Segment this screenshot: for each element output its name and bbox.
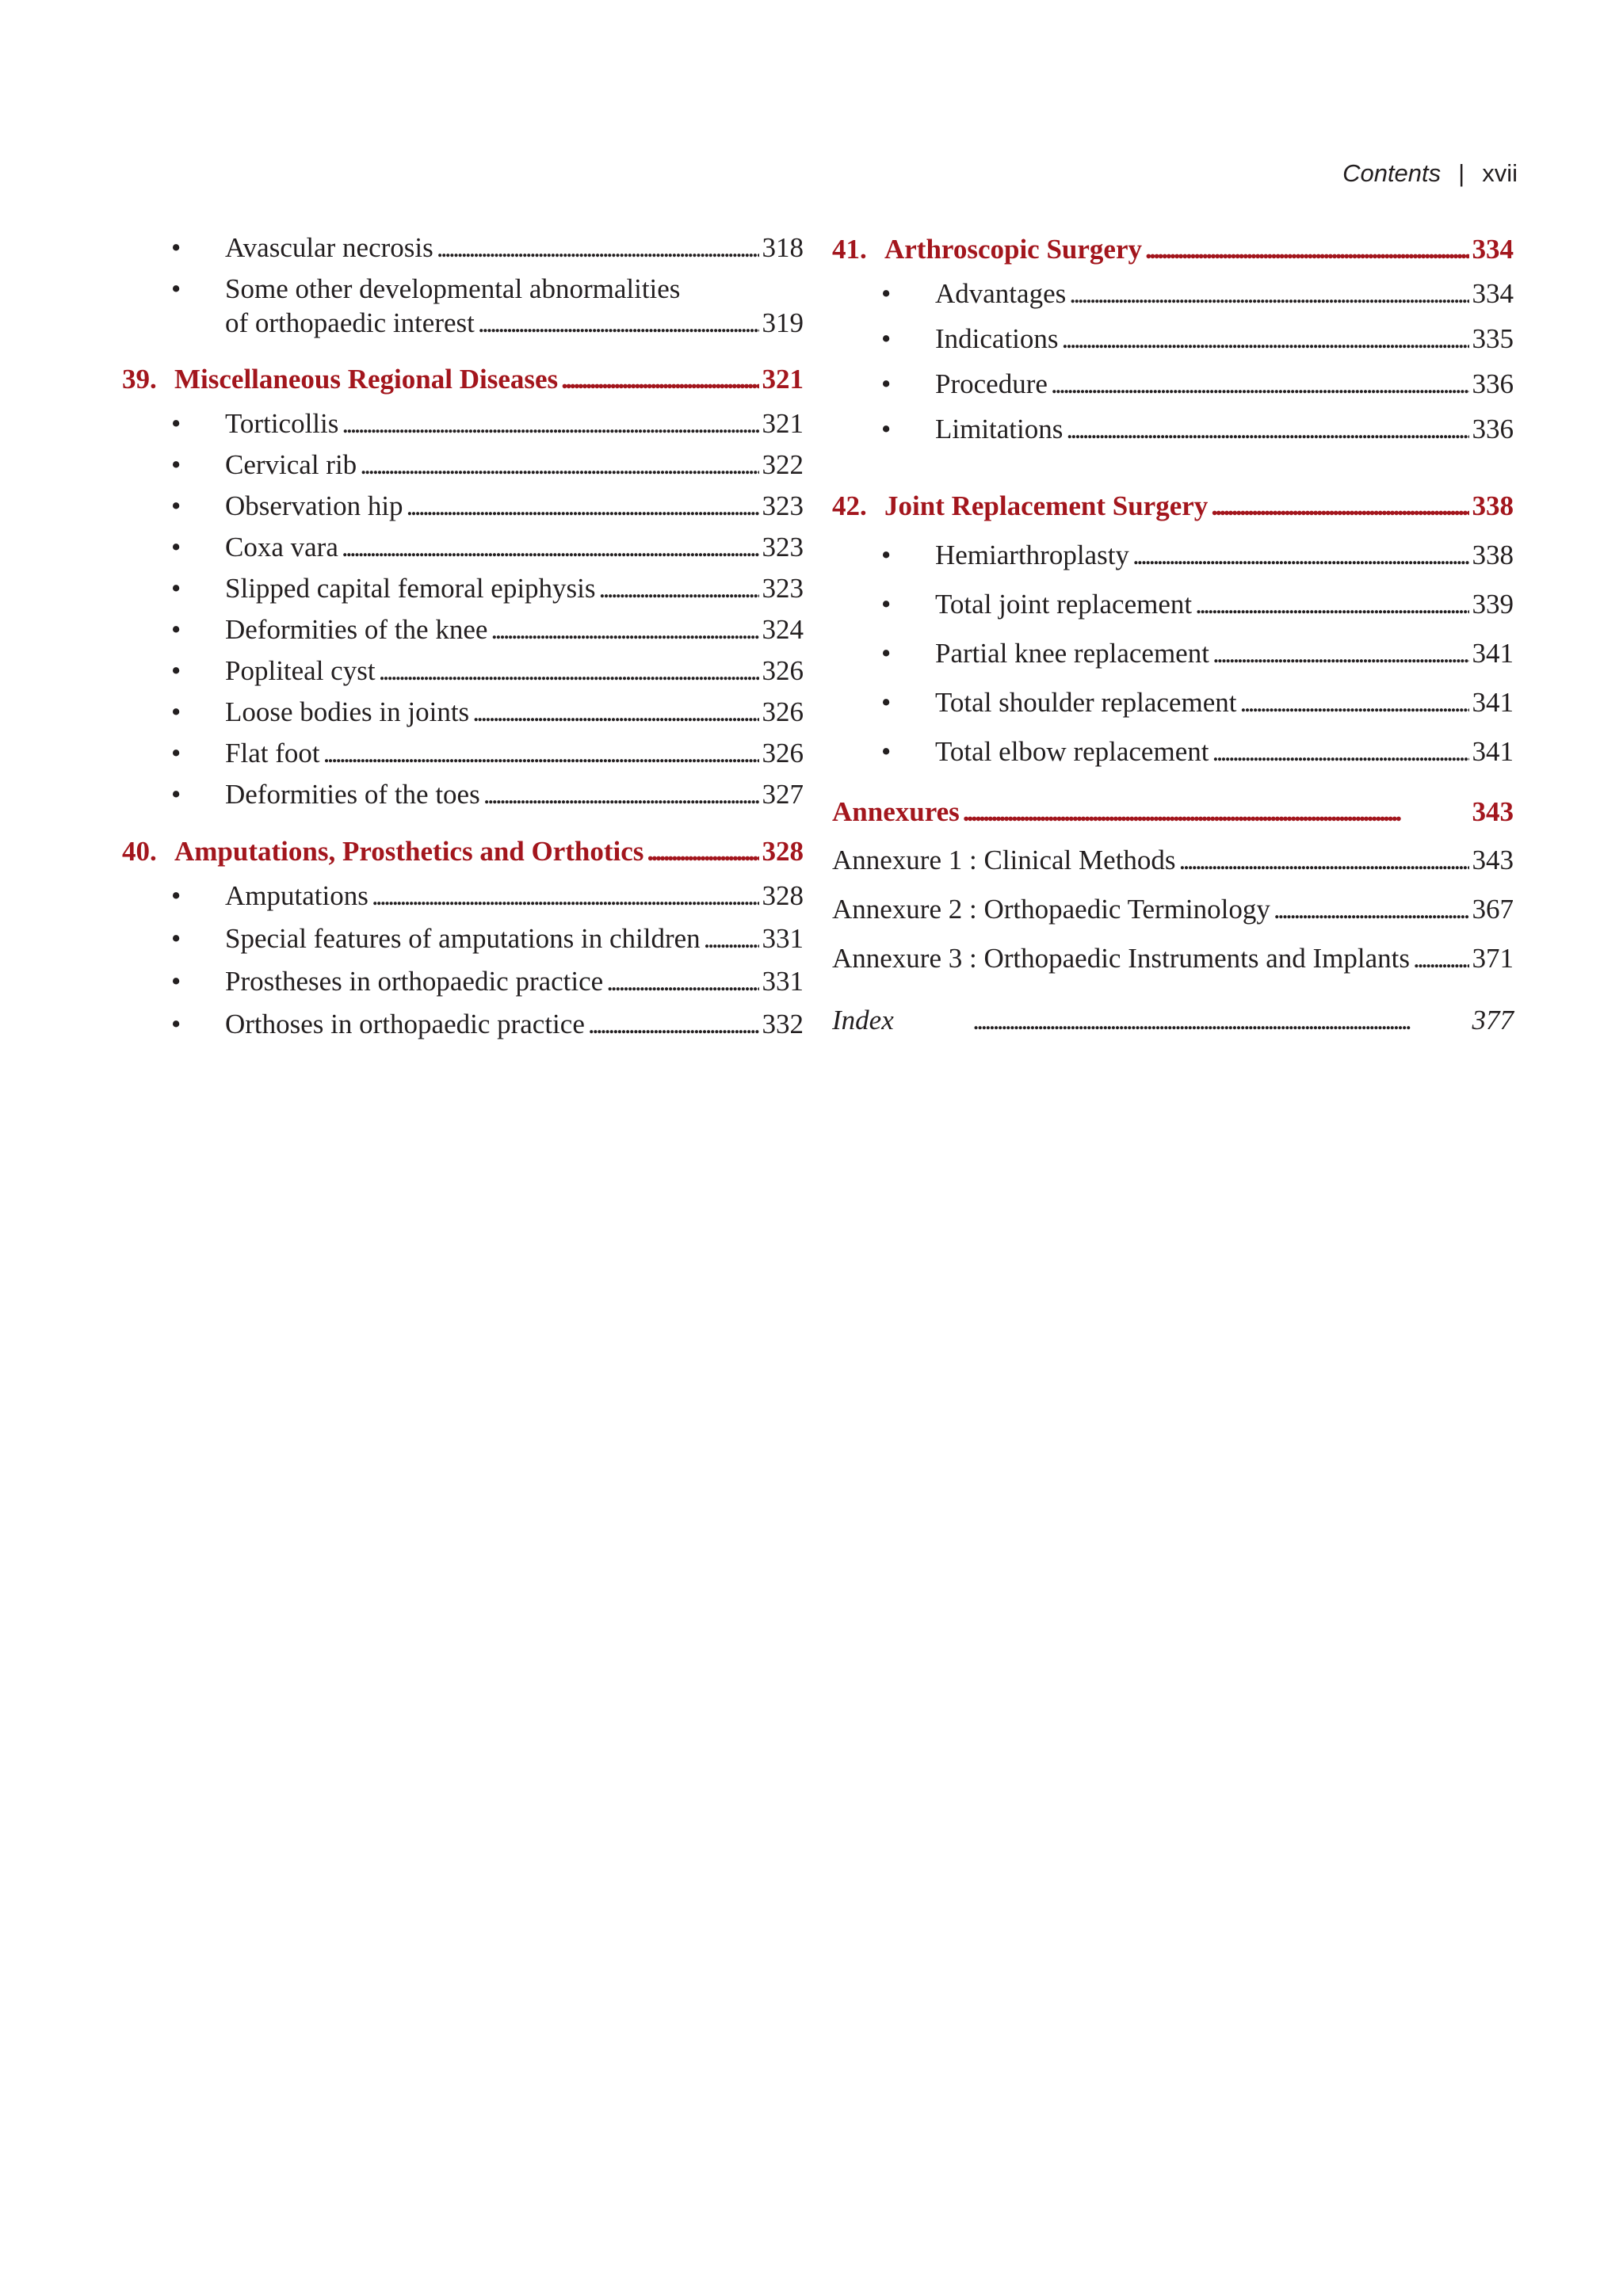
toc-entry[interactable]: [122, 654, 804, 688]
dot-leader: [1132, 539, 1469, 572]
toc-entry-title: Procedure: [935, 368, 1048, 399]
bullet-icon: •: [171, 923, 181, 954]
toc-index[interactable]: [832, 1004, 1514, 1037]
toc-entry-page: 377: [1472, 1005, 1514, 1035]
toc-entry[interactable]: [122, 696, 804, 729]
dot-leader: [1239, 686, 1468, 719]
dot-leader: [1179, 844, 1469, 877]
running-head-separator: |: [1458, 159, 1465, 187]
running-head-page-number: xvii: [1482, 159, 1518, 187]
dot-leader: [1062, 322, 1469, 356]
toc-entry[interactable]: [122, 1008, 804, 1041]
toc-entry-page: 336: [1472, 368, 1514, 399]
bullet-icon: •: [171, 273, 181, 304]
toc-entry-page: 335: [1472, 323, 1514, 354]
toc-entry-page: 341: [1472, 736, 1514, 767]
toc-entry-page: 332: [762, 1009, 804, 1039]
toc-entry-page: 341: [1472, 638, 1514, 669]
toc-entry-title: Total joint replacement: [935, 589, 1193, 620]
dot-leader: [1212, 735, 1468, 769]
toc-chapter-40[interactable]: [122, 835, 804, 868]
dot-leader: [1195, 588, 1468, 621]
dot-leader: [472, 696, 758, 729]
toc-entry[interactable]: [122, 531, 804, 564]
toc-entry-title: Annexure 2 : Orthopaedic Terminology: [832, 894, 1270, 925]
toc-entry-page: 324: [762, 614, 804, 645]
toc-entry-page: 341: [1472, 687, 1514, 718]
toc-entry-title: Popliteal cyst: [225, 655, 376, 686]
toc-entry-title: Deformities of the toes: [225, 779, 480, 810]
toc-entry[interactable]: [122, 272, 804, 340]
bullet-icon: •: [881, 323, 892, 354]
toc-entry-page: 323: [762, 532, 804, 563]
dot-leader: [704, 922, 759, 955]
toc-entry[interactable]: [832, 277, 1514, 311]
toc-entry-page: 326: [762, 738, 804, 769]
toc-entry-page: 338: [1472, 540, 1514, 570]
toc-entry-title: Special features of amputations in children: [225, 923, 701, 954]
bullet-icon: •: [171, 655, 181, 686]
chapter-number: 39.: [122, 364, 157, 395]
dot-leader: [1066, 413, 1468, 446]
toc-entry-title: Flat foot: [225, 738, 320, 769]
toc-entry-page: 367: [1472, 894, 1514, 925]
bullet-icon: •: [881, 368, 892, 399]
dot-leader: [599, 572, 759, 605]
toc-entry[interactable]: [122, 490, 804, 523]
dot-leader: [963, 795, 1469, 829]
toc-entry-page: 339: [1472, 589, 1514, 620]
toc-entry[interactable]: [122, 737, 804, 770]
toc-entry-page: 326: [762, 696, 804, 727]
toc-entry[interactable]: [122, 407, 804, 441]
toc-entry-title: Loose bodies in joints: [225, 696, 470, 727]
chapter-number: 41.: [832, 234, 867, 265]
page-header: [1342, 159, 1518, 188]
toc-entry-title: Annexure 3 : Orthopaedic Instruments and Implants: [832, 943, 1410, 974]
bullet-icon: •: [171, 1009, 181, 1039]
dot-leader: [973, 1004, 1469, 1037]
bullet-icon: •: [881, 540, 892, 570]
toc-entry-title: Avascular necrosis: [225, 232, 433, 263]
bullet-icon: •: [171, 449, 181, 480]
toc-chapter-39[interactable]: [122, 363, 804, 396]
toc-entry-page: 328: [762, 880, 804, 911]
toc-chapter-41[interactable]: [832, 233, 1514, 266]
dot-leader: [342, 531, 759, 564]
bullet-icon: •: [171, 779, 181, 810]
toc-entry-page: 323: [762, 573, 804, 604]
dot-leader: [1413, 942, 1469, 975]
running-head-section: Contents: [1342, 159, 1442, 187]
dot-leader: [372, 879, 759, 913]
toc-annexure-3[interactable]: [832, 942, 1514, 975]
chapter-page: 343: [1472, 796, 1514, 827]
chapter-number: 40.: [122, 836, 157, 867]
toc-entry-title: Indications: [935, 323, 1059, 354]
toc-entry-title: Slipped capital femoral epiphysis: [225, 573, 596, 604]
toc-entry[interactable]: [122, 448, 804, 482]
bullet-icon: •: [171, 532, 181, 563]
toc-entry-title: Advantages: [935, 278, 1067, 309]
toc-entry-title-line2: of orthopaedic interest: [225, 307, 475, 338]
bullet-icon: •: [171, 738, 181, 769]
toc-entry-page: 322: [762, 449, 804, 480]
toc-entry-title-line1: Some other developmental abnormalities: [225, 273, 681, 304]
bullet-icon: •: [171, 696, 181, 727]
toc-entry-page: 371: [1472, 943, 1514, 974]
dot-leader: [407, 490, 759, 523]
toc-chapter-42[interactable]: [832, 490, 1514, 523]
toc-entry-page: 343: [1472, 845, 1514, 875]
bullet-icon: •: [171, 614, 181, 645]
chapter-title: Annexures: [832, 796, 960, 827]
dot-leader: [483, 778, 759, 811]
toc-entry[interactable]: [832, 686, 1514, 719]
toc-entry[interactable]: [832, 588, 1514, 621]
chapter-number: 42.: [832, 490, 867, 521]
toc-entry-page: 331: [762, 966, 804, 997]
dot-leader: [491, 613, 758, 646]
toc-entry-title: Observation hip: [225, 490, 403, 521]
toc-entry-title: Prostheses in orthopaedic practice: [225, 966, 604, 997]
toc-entry-page: 327: [762, 779, 804, 810]
toc-entry-page: 336: [1472, 414, 1514, 444]
toc-entry[interactable]: [122, 231, 804, 265]
toc-entry[interactable]: [832, 322, 1514, 356]
toc-entry-page: 323: [762, 490, 804, 521]
bullet-icon: •: [171, 490, 181, 521]
dot-leader: [478, 307, 759, 340]
dot-leader: [360, 448, 758, 482]
dot-leader: [561, 363, 758, 396]
dot-leader: [588, 1008, 759, 1041]
toc-entry-title: Deformities of the knee: [225, 614, 488, 645]
toc-entry-title: Hemiarthroplasty: [935, 540, 1129, 570]
bullet-icon: •: [171, 232, 181, 263]
dot-leader: [437, 231, 759, 265]
toc-entry-title: Orthoses in orthopaedic practice: [225, 1009, 585, 1039]
bullet-icon: •: [171, 408, 181, 439]
toc-entry-title: Annexure 1 : Clinical Methods: [832, 845, 1176, 875]
toc-entry-title: Partial knee replacement: [935, 638, 1209, 669]
toc-entry[interactable]: [122, 572, 804, 605]
chapter-title: Joint Replacement Surgery: [884, 490, 1209, 521]
bullet-icon: •: [171, 880, 181, 911]
toc-entry-page: 326: [762, 655, 804, 686]
toc-entry[interactable]: [122, 778, 804, 811]
dot-leader: [1212, 637, 1469, 670]
dot-leader: [1145, 233, 1469, 266]
toc-entry[interactable]: [122, 613, 804, 646]
toc-entry-page: 321: [762, 408, 804, 439]
toc-entry[interactable]: [832, 368, 1514, 401]
toc-entry-page: 334: [1472, 278, 1514, 309]
chapter-page: 321: [762, 364, 804, 395]
dot-leader: [1051, 368, 1469, 401]
chapter-title: Miscellaneous Regional Diseases: [174, 364, 559, 395]
chapter-title: Arthroscopic Surgery: [884, 234, 1142, 265]
toc-entry-page: 331: [762, 923, 804, 954]
toc-entry-title: Torticollis: [225, 408, 339, 439]
bullet-icon: •: [171, 573, 181, 604]
chapter-title: Amputations, Prosthetics and Orthotics: [174, 836, 644, 867]
toc-entry-title: Coxa vara: [225, 532, 338, 563]
dot-leader: [379, 654, 759, 688]
toc-entry[interactable]: [122, 879, 804, 913]
dot-leader: [323, 737, 759, 770]
dot-leader: [1211, 490, 1468, 523]
bullet-icon: •: [881, 414, 892, 444]
toc-annexures[interactable]: [832, 795, 1514, 829]
toc-entry-title: Total shoulder replacement: [935, 687, 1237, 718]
bullet-icon: •: [881, 736, 892, 767]
toc-entry-title: Limitations: [935, 414, 1064, 444]
bullet-icon: •: [881, 278, 892, 309]
toc-entry-title: Amputations: [225, 880, 369, 911]
toc-entry-title: Cervical rib: [225, 449, 357, 480]
toc-annexure-2[interactable]: [832, 893, 1514, 926]
bullet-icon: •: [881, 638, 892, 669]
toc-entry[interactable]: [832, 637, 1514, 670]
toc-entry[interactable]: [122, 965, 804, 998]
chapter-page: 334: [1472, 234, 1514, 265]
toc-entry[interactable]: [832, 735, 1514, 769]
dot-leader: [1069, 277, 1468, 311]
toc-entry-title: Total elbow replacement: [935, 736, 1209, 767]
toc-entry-page: 319: [762, 307, 804, 338]
chapter-page: 328: [762, 836, 804, 867]
bullet-icon: •: [171, 966, 181, 997]
toc-entry[interactable]: [832, 413, 1514, 446]
dot-leader: [647, 835, 758, 868]
toc-entry-title: Index: [832, 1005, 894, 1035]
toc-annexure-1[interactable]: [832, 844, 1514, 877]
dot-leader: [1274, 893, 1469, 926]
dot-leader: [342, 407, 758, 441]
bullet-icon: •: [881, 687, 892, 718]
chapter-page: 338: [1472, 490, 1514, 521]
toc-entry[interactable]: [832, 539, 1514, 572]
toc-entry[interactable]: [122, 922, 804, 955]
dot-leader: [606, 965, 758, 998]
toc-entry-page: 318: [762, 232, 804, 263]
bullet-icon: •: [881, 589, 892, 620]
